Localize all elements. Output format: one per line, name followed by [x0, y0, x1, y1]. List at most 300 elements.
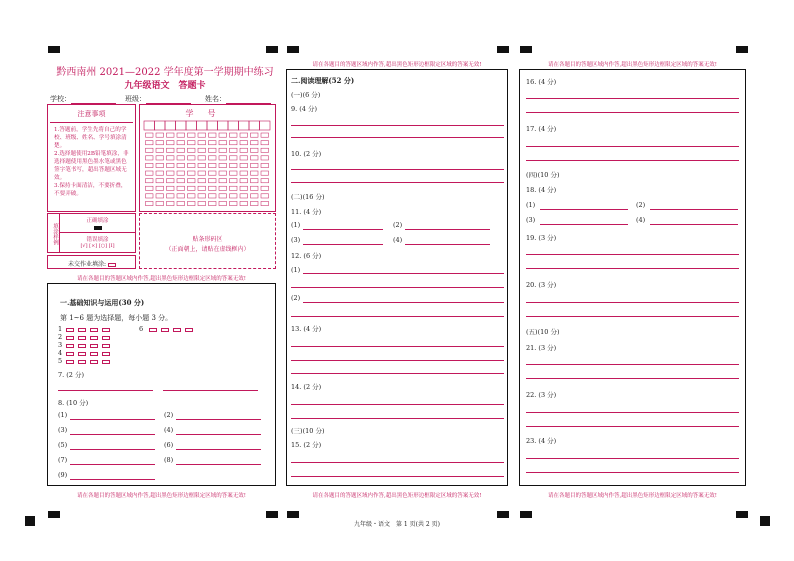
student-id-bubble[interactable]	[198, 141, 206, 145]
student-id-bubble[interactable]	[261, 179, 269, 183]
student-id-bubble[interactable]	[198, 133, 206, 137]
student-id-bubble[interactable]	[177, 156, 185, 160]
question-16: 16. (4 分)	[526, 78, 557, 86]
student-id-digit-cell[interactable]	[165, 121, 176, 130]
student-id-bubble[interactable]	[146, 179, 154, 183]
warning-text: 请在各题目的答题区域内作答,超出黑色矩形边框限定区域的答案无效!	[312, 62, 482, 68]
student-id-bubble[interactable]	[251, 179, 259, 183]
student-id-bubble[interactable]	[219, 141, 227, 145]
correct-fill-mark	[94, 226, 102, 230]
q8-label: (6)	[164, 441, 174, 449]
question-23: 23. (4 分)	[526, 437, 557, 445]
fill-example-side-label: 填涂样例	[48, 214, 60, 252]
answer-line[interactable]	[291, 137, 504, 138]
student-id-bubble[interactable]	[198, 156, 206, 160]
mc-option-bubble[interactable]	[90, 360, 98, 364]
student-id-bubble[interactable]	[198, 148, 206, 152]
question-21: 21. (3 分)	[526, 344, 557, 352]
student-id-bubble[interactable]	[156, 186, 164, 190]
student-id-bubble[interactable]	[219, 186, 227, 190]
part-title: (一)(6 分)	[291, 91, 321, 99]
student-id-bubble[interactable]	[167, 186, 175, 190]
answer-line[interactable]	[291, 360, 504, 361]
student-id-bubble[interactable]	[146, 163, 154, 167]
student-id-bubble[interactable]	[198, 163, 206, 167]
student-id-bubble[interactable]	[167, 171, 175, 175]
mc-option-bubble[interactable]	[149, 328, 157, 332]
warning-text: 请在各题目的答题区域内作答,超出黑色矩形边框限定区域的答案无效!	[548, 62, 717, 68]
student-id-bubble[interactable]	[251, 163, 259, 167]
registration-mark	[497, 511, 509, 518]
student-id-bubble[interactable]	[177, 148, 185, 152]
answer-line[interactable]	[526, 378, 739, 379]
notice-box	[47, 104, 136, 212]
student-id-bubble[interactable]	[219, 171, 227, 175]
student-id-bubble[interactable]	[156, 156, 164, 160]
student-id-bubble[interactable]	[156, 201, 164, 205]
student-id-bubble[interactable]	[167, 194, 175, 198]
student-id-bubble[interactable]	[219, 148, 227, 152]
student-id-bubble[interactable]	[146, 201, 154, 205]
answer-line[interactable]	[526, 302, 739, 303]
student-id-bubble[interactable]	[240, 133, 248, 137]
class-label: 班级：	[125, 95, 146, 103]
student-id-bubble[interactable]	[209, 163, 217, 167]
part-title: (五)(10 分)	[526, 328, 560, 336]
answer-line[interactable]	[291, 373, 504, 374]
correct-fill-label: 正确填涂	[86, 218, 109, 224]
student-id-bubble[interactable]	[146, 133, 154, 137]
question-12: 12. (6 分)	[291, 252, 322, 260]
mc-number: 4	[58, 349, 63, 357]
student-id-bubble[interactable]	[251, 133, 259, 137]
student-id-bubble[interactable]	[261, 194, 269, 198]
student-id-bubble[interactable]	[230, 163, 238, 167]
answer-line[interactable]	[526, 316, 739, 317]
student-id-bubble[interactable]	[177, 163, 185, 167]
answer-line[interactable]	[291, 125, 504, 126]
q18-label: (1)	[526, 201, 536, 209]
student-id-bubble[interactable]	[177, 179, 185, 183]
student-id-bubble[interactable]	[167, 148, 175, 152]
answer-line[interactable]	[540, 224, 628, 225]
student-id-bubble[interactable]	[230, 141, 238, 145]
mc-option-bubble[interactable]	[78, 328, 86, 332]
answer-line[interactable]	[526, 412, 739, 413]
answer-line[interactable]	[526, 254, 739, 255]
student-id-box	[139, 104, 276, 212]
student-id-bubble[interactable]	[251, 148, 259, 152]
question-19: 19. (3 分)	[526, 234, 557, 242]
student-id-bubble[interactable]	[156, 171, 164, 175]
question-11: 11. (4 分)	[291, 208, 322, 216]
registration-mark	[497, 46, 509, 53]
q11-label: (2)	[393, 221, 403, 229]
student-id-bubble[interactable]	[209, 156, 217, 160]
registration-mark	[520, 511, 532, 518]
fill-example-box	[47, 213, 136, 253]
student-id-bubble[interactable]	[146, 148, 154, 152]
student-id-bubble[interactable]	[219, 194, 227, 198]
answer-line[interactable]	[303, 229, 383, 230]
registration-mark	[287, 511, 299, 518]
student-id-digit-cell[interactable]	[249, 121, 260, 130]
student-id-bubble[interactable]	[261, 156, 269, 160]
student-id-bubble[interactable]	[146, 186, 154, 190]
student-id-bubble[interactable]	[146, 141, 154, 145]
mc-option-bubble[interactable]	[173, 328, 181, 332]
notice-item: 3.保持卡面清洁，不要折叠，不要弄破。	[54, 183, 127, 197]
answer-line[interactable]	[526, 146, 739, 147]
answer-line[interactable]	[70, 434, 155, 435]
student-id-bubble[interactable]	[230, 186, 238, 190]
answer-line[interactable]	[70, 479, 155, 480]
question-13: 13. (4 分)	[291, 325, 322, 333]
student-id-bubble[interactable]	[177, 194, 185, 198]
warning-text: 请在各题目的答题区域内作答,超出黑色矩形边框限定区域的答案无效!	[548, 493, 717, 499]
student-id-bubble[interactable]	[209, 201, 217, 205]
student-id-bubble[interactable]	[198, 179, 206, 183]
answer-line[interactable]	[526, 364, 739, 365]
absent-bubble[interactable]	[108, 263, 116, 267]
section-title: 二.阅读理解(52 分)	[291, 76, 355, 85]
student-id-bubble[interactable]	[261, 148, 269, 152]
page-footer: 九年级・语文 第 1 页(共 2 页)	[354, 521, 440, 528]
student-id-bubble[interactable]	[251, 194, 259, 198]
mc-option-bubble[interactable]	[102, 328, 110, 332]
student-id-bubble[interactable]	[188, 141, 196, 145]
student-id-digit-cell[interactable]	[260, 121, 271, 130]
answer-line[interactable]	[405, 229, 490, 230]
student-id-bubble[interactable]	[167, 141, 175, 145]
mc-option-bubble[interactable]	[185, 328, 193, 332]
q12-label: (1)	[291, 266, 301, 274]
q8-label: (9)	[58, 471, 68, 479]
answer-line[interactable]	[176, 434, 261, 435]
student-id-digit-cell[interactable]	[155, 121, 166, 130]
question-17: 17. (4 分)	[526, 125, 557, 133]
answer-line[interactable]	[70, 449, 155, 450]
answer-line[interactable]	[291, 182, 504, 183]
part-title: (二)(16 分)	[291, 193, 325, 201]
mc-number: 5	[58, 357, 63, 365]
q8-label: (1)	[58, 411, 68, 419]
mc-title: 第 1~6 题为选择题，每小题 3 分。	[60, 314, 173, 322]
student-id-bubble[interactable]	[167, 156, 175, 160]
student-id-bubble[interactable]	[198, 194, 206, 198]
student-id-bubble[interactable]	[240, 201, 248, 205]
school-field[interactable]	[50, 94, 116, 104]
student-id-bubble[interactable]	[240, 156, 248, 160]
answer-line[interactable]	[70, 419, 155, 420]
q11-label: (1)	[291, 221, 301, 229]
section-title: 一.基础知识与运用(30 分)	[60, 298, 145, 307]
answer-line[interactable]	[291, 462, 504, 463]
student-id-bubble[interactable]	[188, 148, 196, 152]
registration-mark	[736, 511, 748, 518]
q12-label: (2)	[291, 294, 301, 302]
notice-item: 1.答题前，学生先将自己的学校、班级、姓名、学号填涂清楚。	[54, 127, 127, 149]
question-7: 7. (2 分)	[58, 371, 85, 379]
question-20: 20. (3 分)	[526, 281, 557, 289]
student-id-bubble[interactable]	[198, 186, 206, 190]
q8-label: (4)	[164, 426, 174, 434]
absent-label: 未交作业填涂:	[68, 261, 107, 268]
exam-subtitle: 九年级语文 答题卡	[124, 81, 206, 91]
student-id-bubble[interactable]	[261, 133, 269, 137]
student-id-bubble[interactable]	[177, 186, 185, 190]
wrong-fill-marks: [√] [×] [○] [Ⅰ]	[80, 243, 115, 249]
student-id-bubble[interactable]	[156, 163, 164, 167]
student-id-bubble[interactable]	[251, 201, 259, 205]
answer-line[interactable]	[176, 449, 261, 450]
answer-line[interactable]	[526, 268, 739, 269]
student-id-bubble[interactable]	[219, 133, 227, 137]
mc-option-bubble[interactable]	[66, 336, 74, 340]
student-id-bubble[interactable]	[240, 163, 248, 167]
student-id-bubble[interactable]	[240, 179, 248, 183]
student-id-bubble[interactable]	[219, 179, 227, 183]
mc-option-bubble[interactable]	[66, 352, 74, 356]
student-id-bubble[interactable]	[167, 179, 175, 183]
student-id-bubble[interactable]	[230, 171, 238, 175]
name-field[interactable]	[205, 94, 271, 104]
student-id-digit-cell[interactable]	[186, 121, 197, 130]
q11-label: (3)	[291, 236, 301, 244]
answer-line[interactable]	[176, 464, 261, 465]
student-id-bubble[interactable]	[261, 186, 269, 190]
student-id-bubble[interactable]	[240, 141, 248, 145]
student-id-bubble[interactable]	[230, 201, 238, 205]
answer-line[interactable]	[303, 273, 504, 274]
mc-option-bubble[interactable]	[78, 336, 86, 340]
mc-option-bubble[interactable]	[102, 360, 110, 364]
answer-line[interactable]	[291, 287, 504, 288]
student-id-bubble[interactable]	[188, 163, 196, 167]
student-id-bubble[interactable]	[209, 141, 217, 145]
student-id-bubble[interactable]	[146, 194, 154, 198]
student-id-bubble[interactable]	[240, 171, 248, 175]
answer-line[interactable]	[303, 244, 383, 245]
answer-line[interactable]	[291, 476, 504, 477]
mc-option-bubble[interactable]	[90, 336, 98, 340]
student-id-bubble[interactable]	[261, 141, 269, 145]
answer-line[interactable]	[650, 224, 738, 225]
answer-panel-reading	[286, 69, 508, 486]
student-id-bubble[interactable]	[167, 201, 175, 205]
student-id-bubble[interactable]	[167, 133, 175, 137]
question-18: 18. (4 分)	[526, 186, 557, 194]
student-id-bubble[interactable]	[230, 156, 238, 160]
question-8: 8. (10 分)	[58, 399, 89, 407]
absent-box	[47, 255, 136, 269]
wrong-fill-label: 错误填涂	[86, 237, 109, 243]
student-id-bubble[interactable]	[198, 201, 206, 205]
student-id-bubble[interactable]	[156, 179, 164, 183]
answer-line[interactable]	[303, 302, 504, 303]
school-label: 学校：	[50, 95, 71, 103]
registration-mark	[48, 46, 60, 53]
notice-title: 注意事项	[77, 110, 106, 118]
student-id-bubble[interactable]	[156, 148, 164, 152]
answer-line[interactable]	[291, 316, 504, 317]
answer-line[interactable]	[526, 472, 739, 473]
student-id-bubble[interactable]	[209, 179, 217, 183]
student-id-bubble[interactable]	[240, 186, 248, 190]
barcode-label: 贴条形码区	[192, 236, 223, 243]
warning-text: 请在各题目的答题区域内作答,超出黑色矩形边框限定区域的答案无效!	[77, 493, 246, 499]
mc-number: 2	[58, 333, 63, 341]
student-id-bubble[interactable]	[209, 148, 217, 152]
mc-option-bubble[interactable]	[90, 328, 98, 332]
mc-option-bubble[interactable]	[78, 360, 86, 364]
absent-field[interactable]	[48, 256, 135, 268]
student-id-bubble[interactable]	[156, 133, 164, 137]
answer-line[interactable]	[291, 346, 504, 347]
student-id-bubble[interactable]	[240, 194, 248, 198]
student-id-bubble[interactable]	[251, 156, 259, 160]
student-id-digit-cell[interactable]	[176, 121, 187, 130]
student-id-grid[interactable]	[140, 119, 275, 211]
question-10: 10. (2 分)	[291, 150, 322, 158]
student-id-bubble[interactable]	[261, 163, 269, 167]
student-id-bubble[interactable]	[177, 201, 185, 205]
q8-label: (3)	[58, 426, 68, 434]
student-id-bubble[interactable]	[209, 171, 217, 175]
student-id-bubble[interactable]	[209, 186, 217, 190]
answer-line[interactable]	[540, 209, 628, 210]
mc-option-bubble[interactable]	[90, 352, 98, 356]
student-id-bubble[interactable]	[261, 171, 269, 175]
registration-mark	[266, 511, 278, 518]
student-id-bubble[interactable]	[219, 163, 227, 167]
student-id-bubble[interactable]	[219, 201, 227, 205]
mc-option-bubble[interactable]	[66, 328, 74, 332]
barcode-area	[139, 213, 276, 269]
answer-line[interactable]	[58, 390, 153, 391]
warning-text: 请在各题目的答题区域内作答,超出黑色矩形边框限定区域的答案无效!	[77, 276, 246, 282]
mc-option-bubble[interactable]	[161, 328, 169, 332]
student-id-bubble[interactable]	[146, 156, 154, 160]
q18-label: (4)	[636, 216, 646, 224]
class-field[interactable]	[125, 94, 191, 104]
student-id-digit-cell[interactable]	[218, 121, 229, 130]
q8-label: (5)	[58, 441, 68, 449]
registration-mark	[520, 46, 532, 53]
answer-line[interactable]	[291, 418, 504, 419]
registration-mark	[266, 46, 278, 53]
student-id-bubble[interactable]	[177, 171, 185, 175]
student-id-digit-cell[interactable]	[239, 121, 250, 130]
student-id-title: 学号	[185, 109, 230, 118]
student-id-digit-cell[interactable]	[197, 121, 208, 130]
mc-option-bubble[interactable]	[90, 344, 98, 348]
student-id-bubble[interactable]	[230, 133, 238, 137]
student-id-bubble[interactable]	[177, 141, 185, 145]
registration-mark	[736, 46, 748, 53]
student-id-bubble[interactable]	[188, 186, 196, 190]
answer-line[interactable]	[70, 464, 155, 465]
student-id-digit-cell[interactable]	[228, 121, 239, 130]
student-id-bubble[interactable]	[230, 148, 238, 152]
answer-panel-basic	[47, 283, 276, 486]
warning-text: 请在各题目的答题区域内作答,超出黑色矩形边框限定区域的答案无效!	[312, 493, 482, 499]
student-id-bubble[interactable]	[209, 133, 217, 137]
student-id-bubble[interactable]	[230, 179, 238, 183]
answer-line[interactable]	[163, 390, 258, 391]
mc-option-bubble[interactable]	[66, 344, 74, 348]
mc-number: 1	[58, 325, 63, 333]
barcode-hint: （正面朝上，请贴在虚线框内）	[165, 246, 250, 253]
question-15: 15. (2 分)	[291, 441, 322, 449]
answer-line[interactable]	[291, 169, 504, 170]
student-id-bubble[interactable]	[188, 171, 196, 175]
answer-line[interactable]	[526, 458, 739, 459]
mc-option-bubble[interactable]	[102, 344, 110, 348]
mc-number: 6	[139, 325, 144, 333]
student-id-bubble[interactable]	[219, 156, 227, 160]
answer-line[interactable]	[650, 209, 738, 210]
q8-label: (2)	[164, 411, 174, 419]
student-id-bubble[interactable]	[146, 171, 154, 175]
answer-line[interactable]	[526, 98, 739, 99]
exam-title: 黔西南州 2021—2022 学年度第一学期期中练习	[56, 67, 274, 78]
student-id-digit-cell[interactable]	[207, 121, 218, 130]
mc-option-bubble[interactable]	[78, 344, 86, 348]
answer-line[interactable]	[526, 426, 739, 427]
name-label: 姓名：	[205, 95, 226, 103]
answer-line[interactable]	[405, 244, 490, 245]
student-id-bubble[interactable]	[156, 194, 164, 198]
registration-mark	[287, 46, 299, 53]
student-id-bubble[interactable]	[251, 171, 259, 175]
question-14: 14. (2 分)	[291, 383, 322, 391]
student-id-bubble[interactable]	[167, 163, 175, 167]
q18-label: (3)	[526, 216, 536, 224]
registration-mark	[48, 511, 60, 518]
q18-label: (2)	[636, 201, 646, 209]
student-id-bubble[interactable]	[209, 194, 217, 198]
student-id-bubble[interactable]	[198, 171, 206, 175]
mc-option-bubble[interactable]	[78, 352, 86, 356]
student-id-bubble[interactable]	[230, 194, 238, 198]
student-id-bubble[interactable]	[188, 156, 196, 160]
answer-line[interactable]	[176, 419, 261, 420]
answer-line[interactable]	[526, 112, 739, 113]
part-title: (四)(10 分)	[526, 171, 560, 179]
mc-number: 3	[58, 341, 63, 349]
mc-option-bubble[interactable]	[66, 360, 74, 364]
student-id-bubble[interactable]	[177, 133, 185, 137]
q8-label: (8)	[164, 456, 174, 464]
mc-option-bubble[interactable]	[102, 336, 110, 340]
student-id-digit-cell[interactable]	[144, 121, 155, 130]
student-id-bubble[interactable]	[156, 141, 164, 145]
student-id-bubble[interactable]	[251, 141, 259, 145]
student-id-bubble[interactable]	[188, 201, 196, 205]
answer-line[interactable]	[291, 404, 504, 405]
student-id-bubble[interactable]	[188, 179, 196, 183]
mc-option-bubble[interactable]	[102, 352, 110, 356]
student-id-bubble[interactable]	[240, 148, 248, 152]
student-id-bubble[interactable]	[188, 194, 196, 198]
student-id-bubble[interactable]	[251, 186, 259, 190]
notice-item: 2.选择题使用2B铅笔填涂，非选择题使用黑色墨水笔或黑色签字笔书写，超出答题区域无效。	[54, 151, 129, 181]
student-id-bubble[interactable]	[261, 201, 269, 205]
part-title: (三)(10 分)	[291, 427, 325, 435]
student-id-bubble[interactable]	[188, 133, 196, 137]
answer-line[interactable]	[526, 160, 739, 161]
